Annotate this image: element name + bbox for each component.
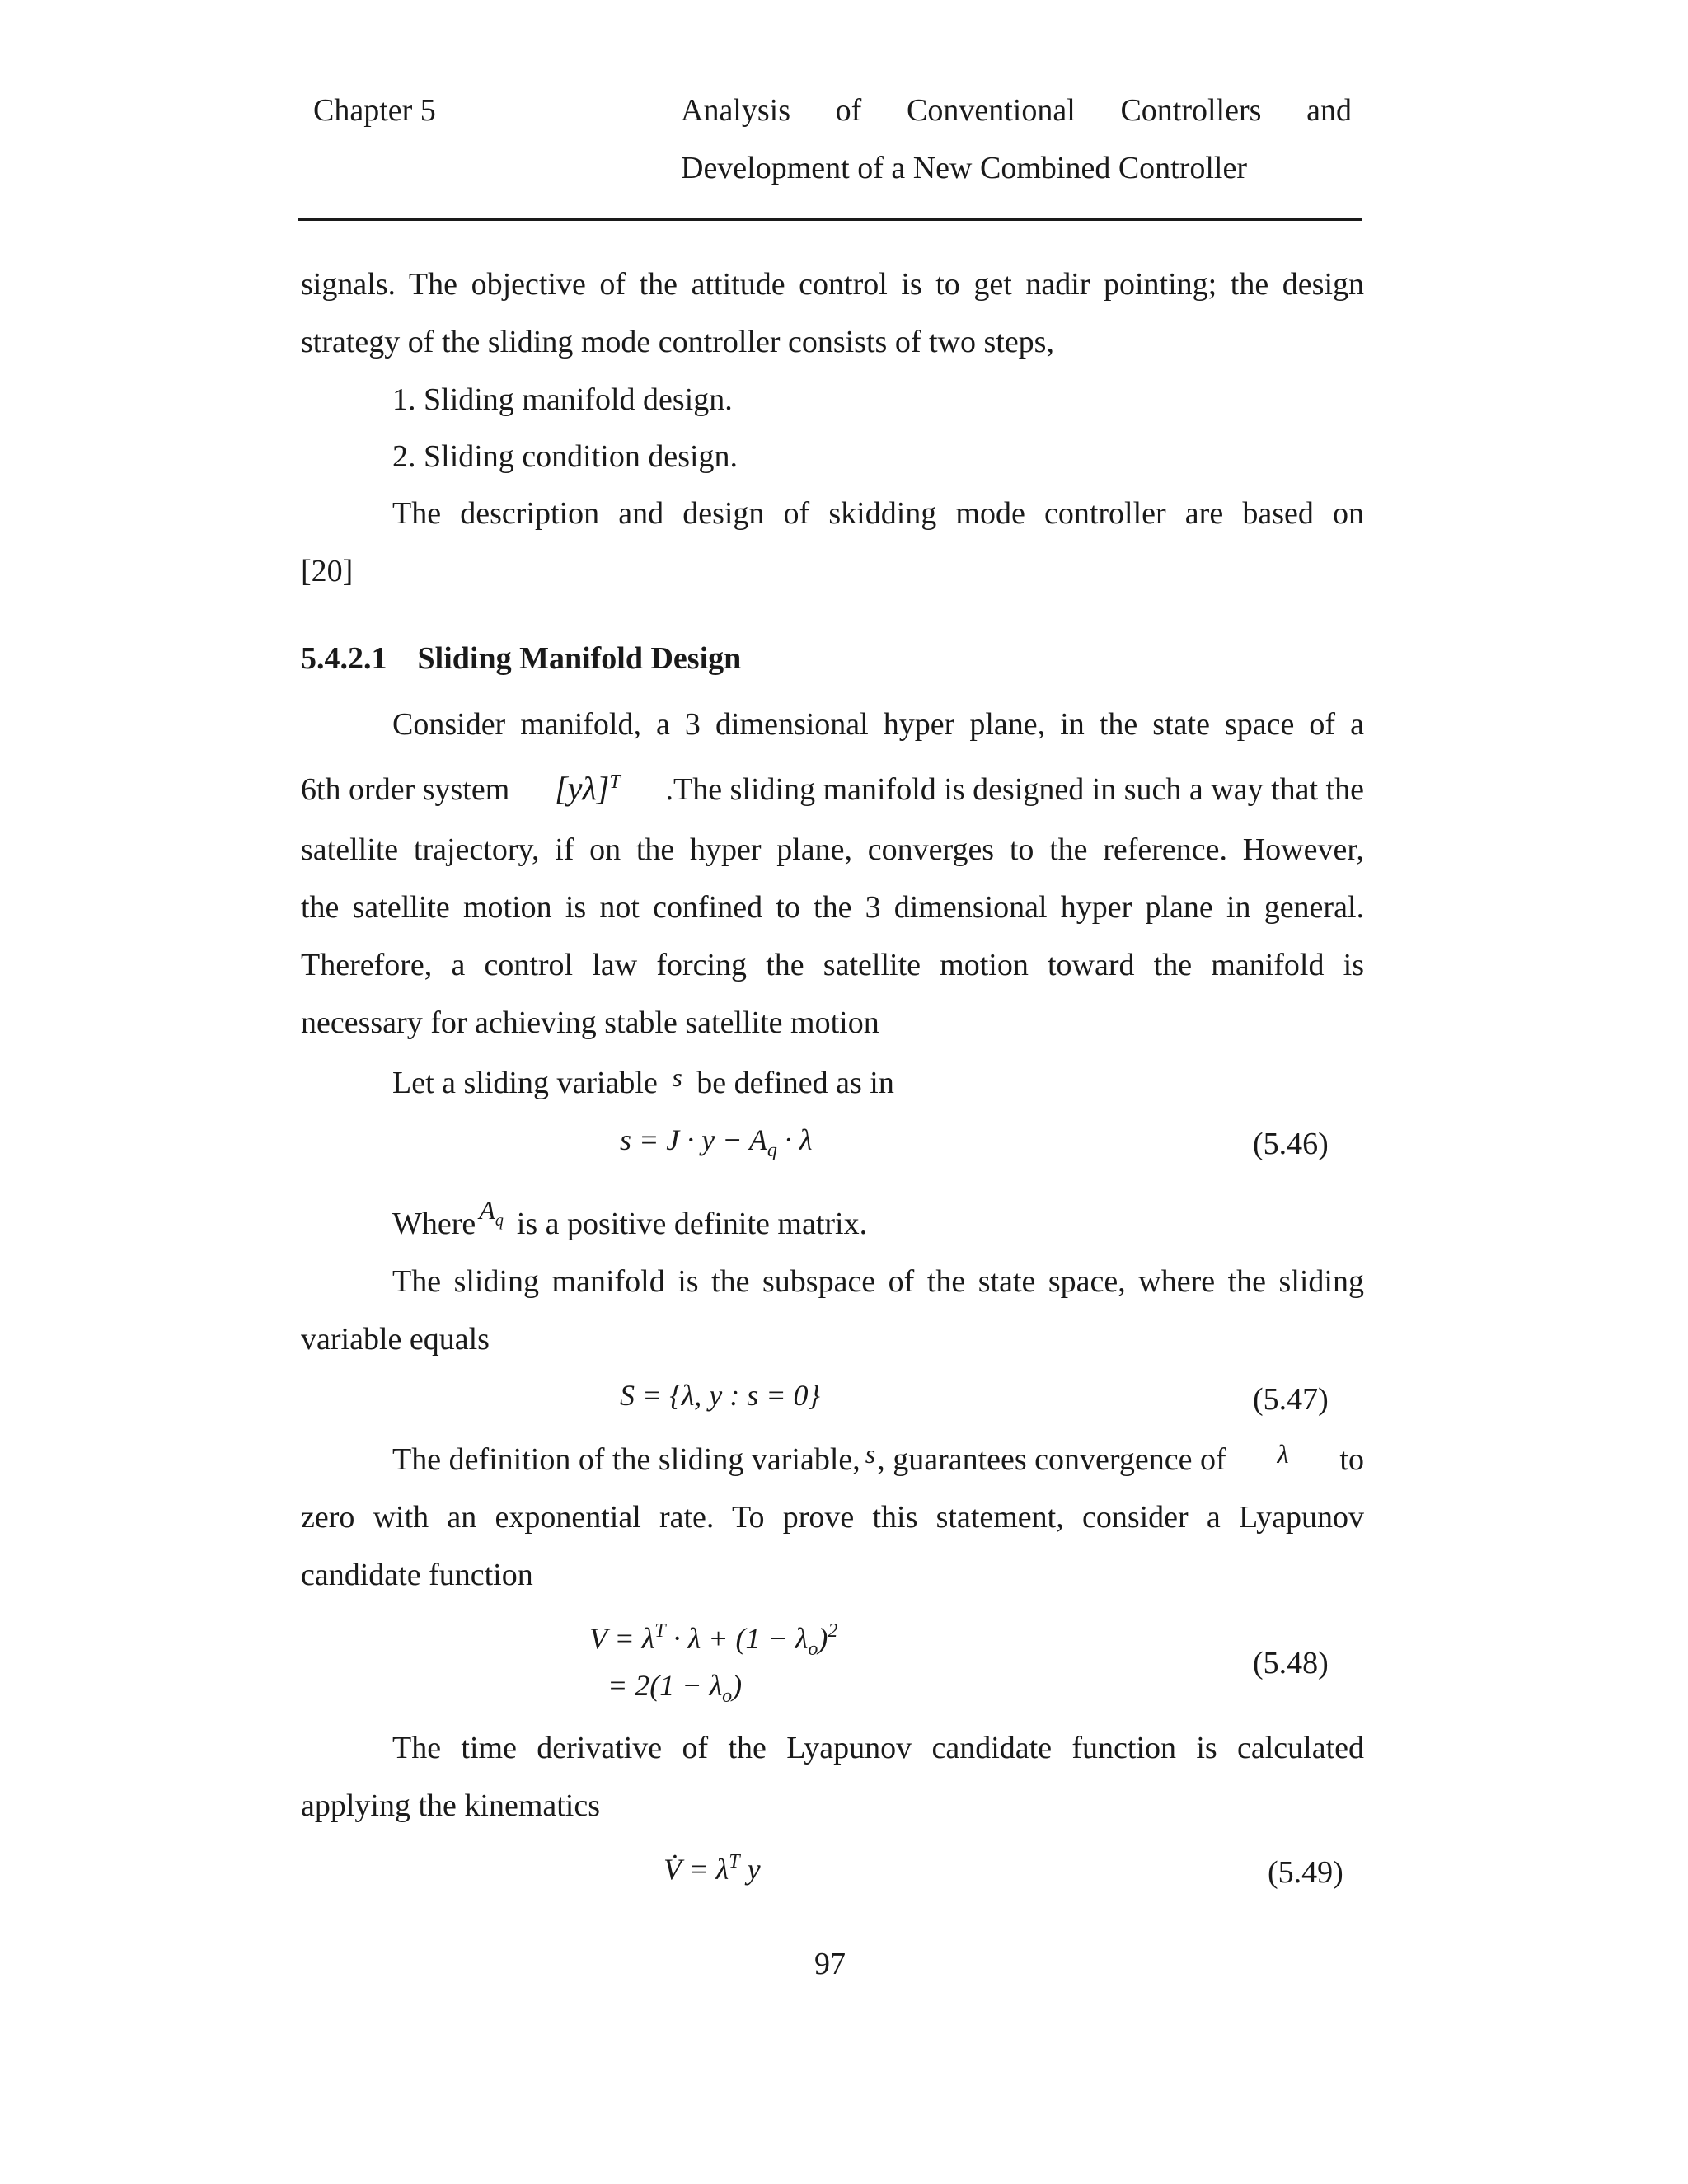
chapter-label: Chapter 5 xyxy=(313,93,436,128)
header-rule xyxy=(298,218,1362,221)
equation-number: (5.47) xyxy=(1253,1382,1329,1417)
body-line: signals. The objective of the attitude control is to get nadir pointing; the design xyxy=(301,267,1364,302)
body-line: satellite trajectory, if on the hyper plane, converges to the reference. However, xyxy=(301,832,1364,867)
body-line: The description and design of skidding mode controller are based on xyxy=(392,496,1364,531)
body-line: variable equals xyxy=(301,1322,490,1357)
body-line: applying the kinematics xyxy=(301,1788,601,1823)
equation-5-47: S = {λ, y : s = 0} xyxy=(620,1379,820,1412)
equation-number: (5.48) xyxy=(1253,1646,1329,1680)
body-line: candidate function xyxy=(301,1558,533,1592)
body-line: necessary for achieving stable satellite motion xyxy=(301,1005,879,1040)
header-word: Conventional xyxy=(907,93,1076,128)
symbol-a-q: A xyxy=(479,1195,495,1225)
body-text: .The sliding manifold is designed in such a way that the xyxy=(665,772,1364,807)
body-line: the satellite motion is not confined to the 3 dimensional hyper plane in general. xyxy=(301,890,1364,925)
step-item: 1. Sliding manifold design. xyxy=(392,382,733,417)
header-title-line-2: Development of a New Combined Controller xyxy=(681,151,1248,185)
section-number: 5.4.2.1 xyxy=(301,641,387,676)
equation-number: (5.49) xyxy=(1268,1855,1343,1890)
header-word: Analysis xyxy=(681,93,790,128)
header-word: and xyxy=(1306,93,1352,128)
state-vector-math: $[y\lambda]^T$ xyxy=(555,770,621,807)
body-line: The sliding manifold is the subspace of the state space, where the sliding xyxy=(392,1264,1364,1299)
header-word: of xyxy=(835,93,862,128)
body-text: 6th order system xyxy=(301,772,510,807)
page-number: 97 xyxy=(814,1947,846,1981)
equation-5-48-line-2: = $2(1 - \lambda_o)$ xyxy=(607,1669,743,1707)
step-item: 2. Sliding condition design. xyxy=(392,439,738,474)
equation-5-46: $s = J \cdot y - A_q \cdot \lambda$ xyxy=(620,1123,813,1161)
body-line: zero with an exponential rate. To prove this statement, consider a Lyapunov xyxy=(301,1500,1364,1535)
equation-5-48-line-1: $V = \lambda^T \cdot \lambda + (1 - \lambda_o)^2$ xyxy=(589,1620,838,1660)
body-line: Consider manifold, a 3 dimensional hyper plane, in the state space of a xyxy=(392,707,1364,742)
symbol-s: s xyxy=(672,1062,682,1092)
body-line: Therefore, a control law forcing the satellite motion toward the manifold is xyxy=(301,948,1364,982)
section-title: Sliding Manifold Design xyxy=(417,641,742,676)
reference-citation: [20] xyxy=(301,554,354,588)
header-word: Controllers xyxy=(1120,93,1262,128)
header-title-line-1 xyxy=(681,92,1352,129)
body-line: strategy of the sliding mode controller consists of two steps, xyxy=(301,325,1054,359)
body-line-with-symbols: The definition of the sliding variable, $^s$, guarantees convergence of λ to xyxy=(392,1439,1364,1477)
equation-5-49: V̇ = $\lambda^T$ y xyxy=(663,1851,761,1886)
body-line: The time derivative of the Lyapunov candidate function is calculated xyxy=(392,1731,1364,1765)
body-line-with-math xyxy=(301,772,1364,805)
symbol-s: s xyxy=(865,1439,876,1469)
symbol-lambda: λ xyxy=(1277,1439,1289,1469)
body-line-with-symbol: Let a sliding variable $^s$ be defined as in xyxy=(392,1062,894,1100)
section-heading xyxy=(301,643,741,674)
body-line-with-symbol: Where $^{Aq}$ is a positive definite matrix. xyxy=(392,1195,868,1241)
equation-number: (5.46) xyxy=(1253,1127,1329,1161)
